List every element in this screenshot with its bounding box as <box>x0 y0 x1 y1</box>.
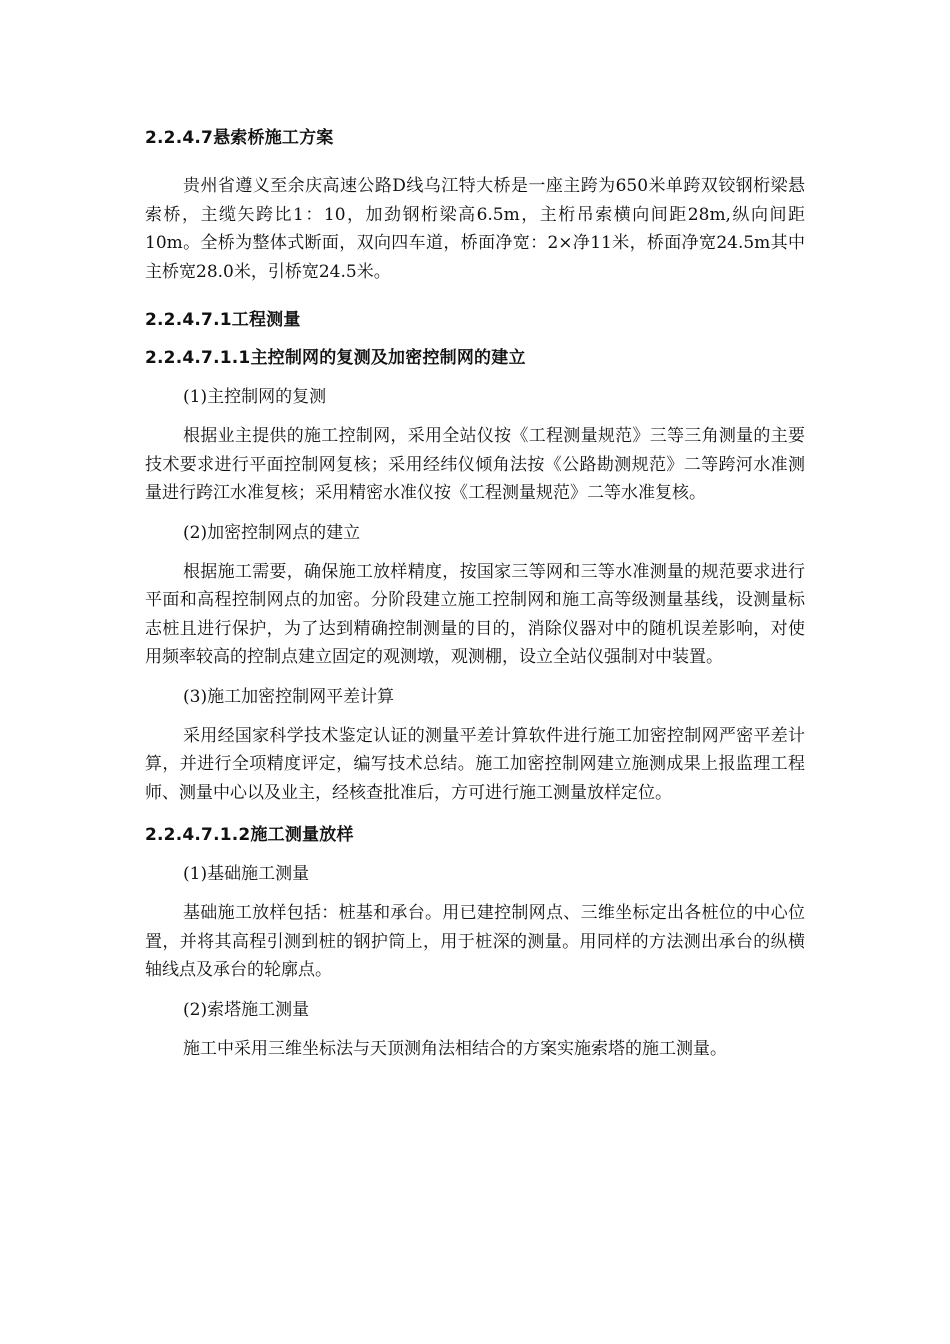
subsection-text-2: 根据施工需要，确保施工放样精度，按国家三等网和三等水准测量的规范要求进行平面和高程控制网点的加密。分阶段建立施工控制网和施工高等级测量基线，设测量标志桩且进行保护，为了达到精确控制测量的目的，消除仪器对中的随机误差影响，对使用频率较高的控制点建立固定的观测墩，观测棚，设立全站仪强制对中装置。 <box>145 561 805 667</box>
intro-paragraph: 贵州省遵义至余庆高速公路D线乌江特大桥是一座主跨为650米单跨双铰钢桁梁悬索桥，主缆矢跨比1：10，加劲钢桁梁高6.5m，主桁吊索横向间距28m,纵向间距10m。全桥为整体式断面，双向四车道，桥面净宽：2×净11米，桥面净宽24.5m其中主桥宽28.0米，引桥宽24.5米。 <box>145 176 805 282</box>
subsection-text-5: 施工中采用三维坐标法与天顶测角法相结合的方案实施索塔的施工测量。 <box>183 1038 727 1059</box>
section-heading-2247: 2.2.4.7悬索桥施工方案 <box>145 128 334 148</box>
subsection-title-3: (3)施工加密控制网平差计算 <box>183 686 395 707</box>
subsection-title-4: (1)基础施工测量 <box>183 864 310 884</box>
section-heading-22471: 2.2.4.7.1工程测量 <box>145 310 301 330</box>
subsection-text-1: 根据业主提供的施工控制网，采用全站仪按《工程测量规范》三等三角测量的主要技术要求进行平面控制网复核；采用经纬仪倾角法按《公路勘测规范》二等跨河水准测量进行跨江水准复核；采用精密水准仪按《工程测量规范》二等水准复核。 <box>145 426 805 503</box>
subsection-title-1: (1)主控制网的复测 <box>183 387 327 407</box>
subsection-text-3: 采用经国家科学技术鉴定认证的测量平差计算软件进行施工加密控制网严密平差计算，并进行全项精度评定，编写技术总结。施工加密控制网建立施测成果上报监理工程师、测量中心以及业主，经核查批准后，方可进行施工测量放样定位。 <box>145 725 805 803</box>
subsection-text-4: 基础施工放样包括：桩基和承台。用已建控制网点、三维坐标定出各桩位的中心位置，并将其高程引测到桩的钢护筒上，用于桩深的测量。用同样的方法测出承台的纵横轴线点及承台的轮廓点。 <box>145 903 805 980</box>
section-heading-224711: 2.2.4.7.1.1主控制网的复测及加密控制网的建立 <box>145 348 526 368</box>
document-body <box>145 124 805 1063</box>
subsection-title-5: (2)索塔施工测量 <box>183 999 310 1020</box>
section-heading-224712: 2.2.4.7.1.2施工测量放样 <box>145 825 354 845</box>
subsection-title-2: (2)加密控制网点的建立 <box>183 522 361 543</box>
